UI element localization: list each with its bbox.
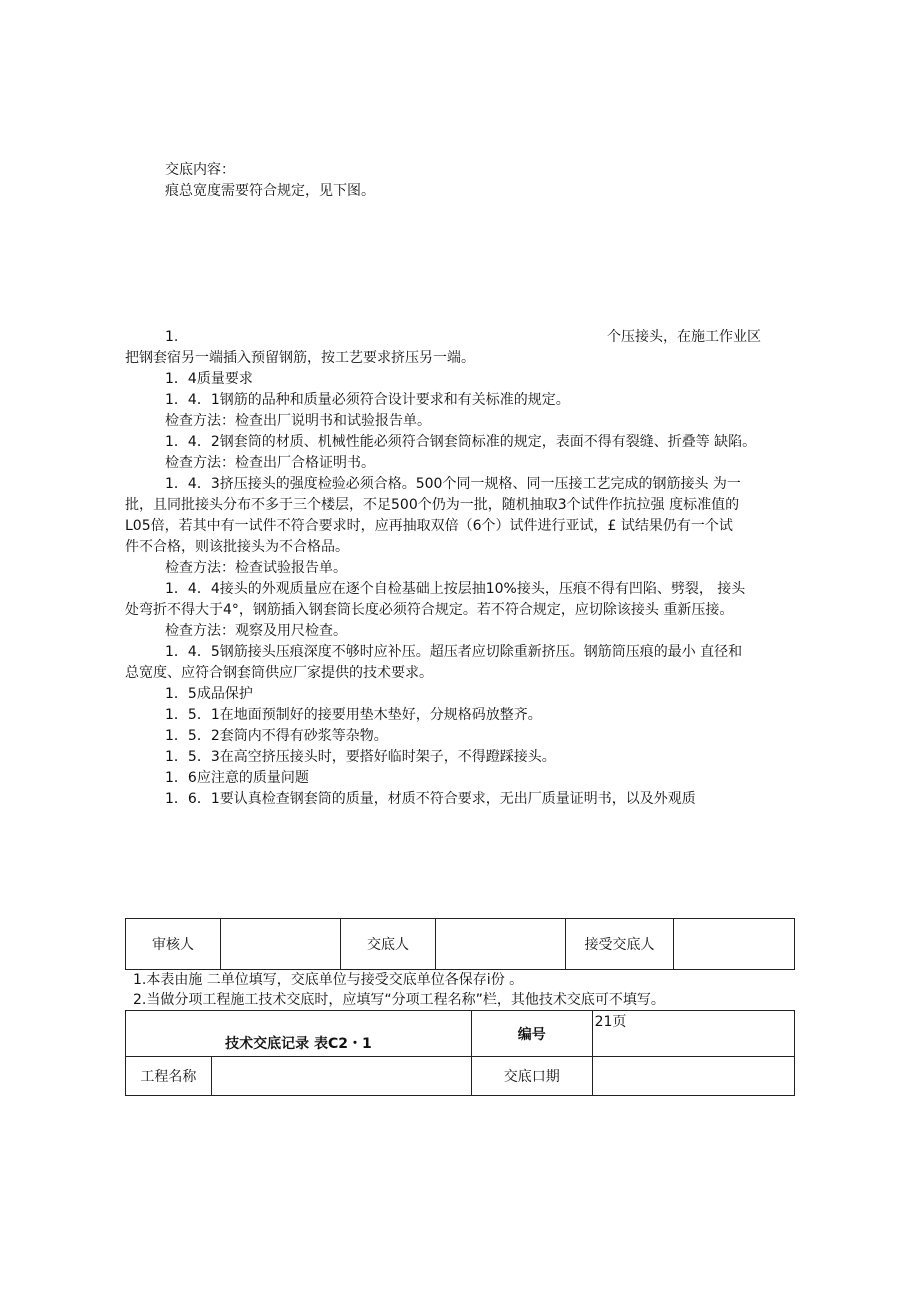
body-line-14: 处弯折不得大于4°，钢筋插入钢套筒长度必须符合规定。若不符合规定，应切除该接头 重新压接。: [125, 602, 734, 618]
reviewer-label: 审核人: [126, 919, 221, 970]
body-line-17: 总宽度、应符合钢套筒供应厂家提供的技术要求。: [125, 665, 433, 681]
body-line-20: 1．5．2套筒内不得有砂浆等杂物。: [165, 728, 388, 744]
content-intro: 痕总宽度需要符合规定，见下图。: [165, 183, 375, 199]
content-label: 交底内容：: [165, 162, 235, 178]
date-label: 交底口期: [471, 1057, 592, 1096]
note-1: 1.本表由施 二单位填写，交底单位与接受交底单位各保存i份 。: [133, 972, 524, 988]
signature-table: [125, 918, 795, 970]
receiver-field[interactable]: [674, 919, 795, 970]
body-line-23: 1．6．1要认真检查钢套筒的质量，材质不符合要求，无出厂质量证明书，以及外观质: [165, 791, 696, 807]
body-line-03: 1．4质量要求: [165, 371, 253, 387]
project-name-field[interactable]: [211, 1057, 471, 1096]
presenter-label: 交底人: [341, 919, 436, 970]
body-line-01-left: 1.: [165, 329, 179, 345]
number-label: 编号: [471, 1011, 592, 1057]
body-line-01-right: 个压接头，在施工作业区: [607, 329, 761, 345]
body-line-15: 检查方法：观察及用尺检查。: [165, 623, 347, 639]
body-line-21: 1．5．3在高空挤压接头时，要搭好临时架子，不得蹬踩接头。: [165, 749, 556, 765]
record-table: [125, 1010, 795, 1096]
body-line-12: 检查方法：检查试验报告单。: [165, 560, 347, 576]
body-line-08: 1．4．3挤压接头的强度检验必须合格。500个同一规格、同一压接工艺完成的钢筋接头 为一: [165, 476, 741, 492]
body-line-13: 1．4．4接头的外观质量应在逐个自检基础上按层抽10%接头，压痕不得有凹陷、劈裂， 接头: [165, 581, 746, 597]
body-line-18: 1．5成品保护: [165, 686, 253, 702]
receiver-label: 接受交底人: [566, 919, 674, 970]
body-line-06: 1．4．2钢套筒的材质、机械性能必须符合钢套筒标准的规定，表面不得有裂缝、折叠等 缺陷。: [165, 434, 757, 450]
body-line-05: 检查方法：检查出厂说明书和试验报告单。: [165, 413, 431, 429]
project-name-label: 工程名称: [126, 1057, 212, 1096]
body-line-19: 1．5．1在地面预制好的接要用垫木垫好，分规格码放整齐。: [165, 707, 542, 723]
reviewer-field[interactable]: [221, 919, 341, 970]
body-line-04: 1．4．1钢筋的品种和质量必须符合设计要求和有关标准的规定。: [165, 392, 570, 408]
body-line-10: L05倍，若其中有一试件不符合要求时，应再抽取双倍（6个）试件进行亚试，£ 试结果仍有一个试: [125, 518, 733, 534]
body-line-22: 1．6应注意的质量问题: [165, 770, 309, 786]
body-line-16: 1．4．5钢筋接头压痕深度不够时应补压。超压者应切除重新挤压。钢筋筒压痕的最小 直径和: [165, 644, 743, 660]
note-2: 2.当做分项工程施工技术交底时，应填写“分项工程名称”栏，其他技术交底可不填写。: [133, 992, 665, 1008]
body-line-02: 把钢套宿另一端插入预留钢筋，按工艺要求挤压另一端。: [125, 350, 475, 366]
body-line-11: 件不合格，则该批接头为不合格品。: [125, 539, 349, 555]
record-title: 技术交底记录 表C2・1: [126, 1011, 472, 1057]
page-number: 21页: [592, 1011, 794, 1057]
body-line-07: 检查方法：检查出厂合格证明书。: [165, 455, 375, 471]
presenter-field[interactable]: [436, 919, 566, 970]
date-field[interactable]: [592, 1057, 794, 1096]
body-line-09: 批，且同批接头分布不多于三个楼层，不足500个仍为一批，随机抽取3个试件作抗拉强 度标准值的: [125, 497, 740, 513]
